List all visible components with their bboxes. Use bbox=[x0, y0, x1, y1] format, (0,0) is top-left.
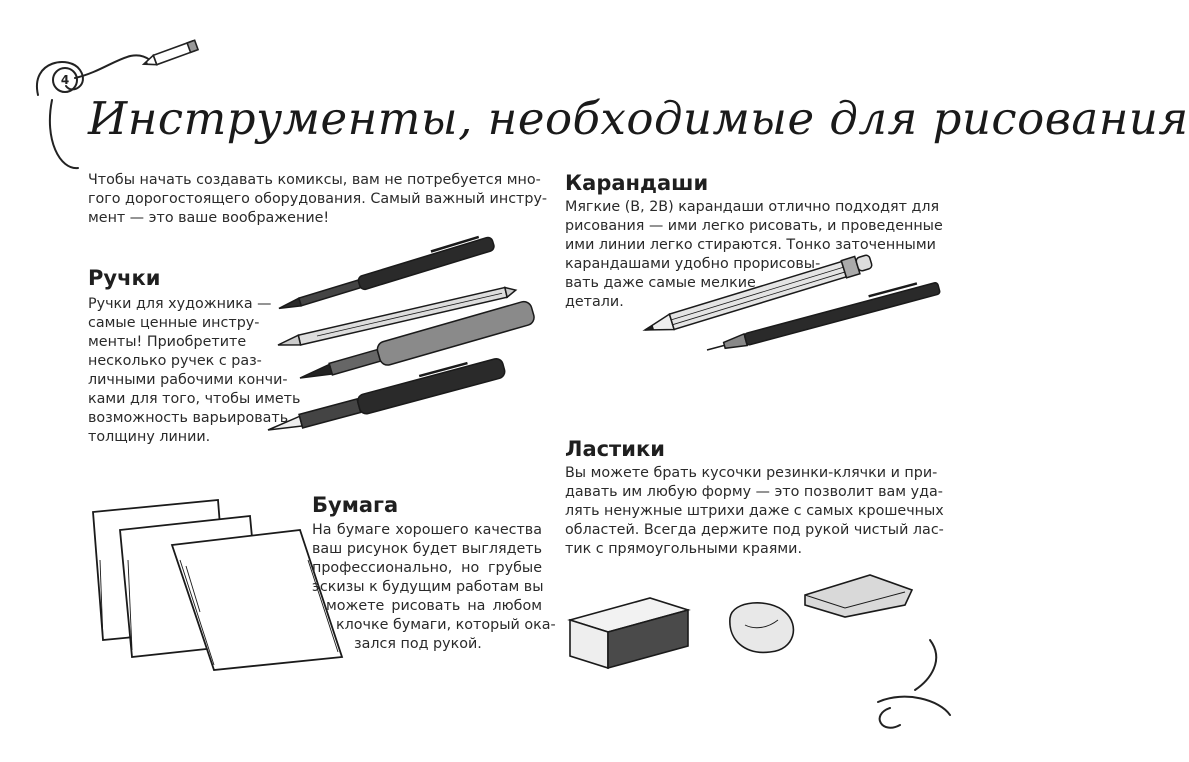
paper-line: профессионально, но грубые bbox=[312, 560, 542, 576]
erasers-line: давать им любую форму — это позволит вам уда- bbox=[565, 484, 943, 500]
pens-heading: Ручки bbox=[88, 266, 161, 290]
pens-line: несколько ручек с раз- bbox=[88, 353, 262, 369]
paper-line: можете рисовать на любом bbox=[326, 598, 542, 614]
intro-paragraph bbox=[88, 171, 548, 228]
pencils-heading: Карандаши bbox=[565, 171, 709, 195]
paper-heading: Бумага bbox=[312, 493, 399, 517]
pens-paragraph bbox=[88, 295, 300, 447]
intro-line: гого дорогостоящего оборудования. Самый важный инстру- bbox=[88, 191, 548, 207]
paper-line: ваш рисунок будет выглядеть bbox=[312, 541, 543, 557]
paper-line: клочке бумаги, который ока- bbox=[336, 617, 556, 633]
paper-sheets-illustration bbox=[93, 500, 342, 670]
erasers-heading: Ластики bbox=[565, 437, 665, 461]
flourish-bottom-right bbox=[878, 640, 950, 728]
intro-line: мент — это ваше воображение! bbox=[88, 210, 330, 226]
pencil-doodle-icon bbox=[142, 40, 198, 69]
pencils-line: Мягкие (B, 2B) карандаши отлично подходят для bbox=[565, 199, 940, 215]
erasers-line: тик с прямоугольными краями. bbox=[565, 541, 802, 557]
pens-line: толщину линии. bbox=[88, 429, 211, 445]
pencils-line: ими линии легко стираются. Тонко заточенными bbox=[565, 237, 936, 253]
erasers-paragraph bbox=[565, 464, 944, 559]
pens-line: Ручки для художника — bbox=[88, 296, 272, 312]
pens-line: менты! Приобретите bbox=[88, 334, 247, 350]
pencils-line: вать даже самые мелкие bbox=[565, 275, 756, 291]
pencils-paragraph bbox=[565, 198, 943, 312]
pencils-line: карандашами удобно прорисовы- bbox=[565, 256, 821, 272]
erasers-line: лять ненужные штрихи даже с самых крошечных bbox=[565, 503, 944, 519]
page-number: 4 bbox=[52, 67, 78, 93]
erasers-line: Вы можете брать кусочки резинки-клячки и при- bbox=[565, 465, 938, 481]
erasers-line: областей. Всегда держите под рукой чистый лас- bbox=[565, 522, 944, 538]
page-title: Инструменты, необходимые для рисования bbox=[88, 92, 1189, 145]
paper-line: На бумаге хорошего качества bbox=[312, 522, 542, 538]
paper-paragraph bbox=[312, 521, 556, 654]
pens-line: личными рабочими кончи- bbox=[88, 372, 288, 388]
paper-line: эскизы к будущим работам вы bbox=[312, 579, 544, 595]
erasers-illustration bbox=[570, 575, 912, 668]
intro-line: Чтобы начать создавать комиксы, вам не потребуется мно- bbox=[88, 172, 541, 188]
pencils-line: рисования — ими легко рисовать, и проведенные bbox=[565, 218, 943, 234]
pens-line: возможность варьировать bbox=[88, 410, 289, 426]
pencils-line: детали. bbox=[565, 294, 624, 310]
pens-illustration bbox=[265, 233, 536, 439]
pens-line: ками для того, чтобы иметь bbox=[88, 391, 301, 407]
pens-line: самые ценные инстру- bbox=[88, 315, 260, 331]
paper-line: зался под рукой. bbox=[354, 636, 482, 652]
